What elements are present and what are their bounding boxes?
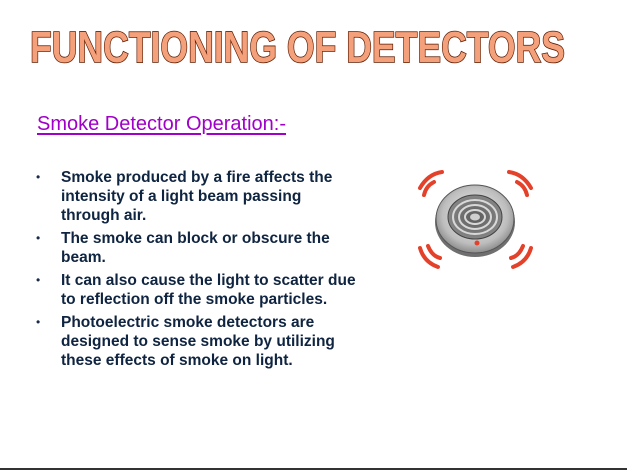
bottom-divider xyxy=(0,468,627,470)
slide-title-text: FUNCTIONING OF DETECTORS xyxy=(30,23,565,72)
smoke-detector-illustration xyxy=(408,162,543,277)
smoke-detector-icon xyxy=(408,162,543,277)
bullet-list xyxy=(36,168,356,374)
alarm-wave-bottom-left xyxy=(420,246,440,267)
bullet-item xyxy=(36,229,356,267)
indicator-light xyxy=(475,241,480,246)
alarm-wave-top-right xyxy=(509,172,531,195)
bullet-marker: • xyxy=(36,231,41,245)
bullet-marker: • xyxy=(36,273,41,287)
alarm-wave-top-left xyxy=(420,172,442,195)
bullet-marker: • xyxy=(36,315,41,329)
bullet-text: The smoke can block or obscure the beam. xyxy=(61,230,330,266)
bullet-text: It can also cause the light to scatter due to reflection off the smoke particles. xyxy=(61,272,356,308)
alarm-wave-bottom-right xyxy=(511,246,531,267)
slide-title xyxy=(30,20,590,72)
bullet-marker: • xyxy=(36,170,41,184)
bullet-item xyxy=(36,271,356,309)
bullet-text: Photoelectric smoke detectors are designed to sense smoke by utilizing these effects of smoke on light. xyxy=(61,314,335,369)
bullet-text: Smoke produced by a fire affects the intensity of a light beam passing through air. xyxy=(61,169,333,224)
bullet-item xyxy=(36,168,356,225)
bullet-item xyxy=(36,313,356,370)
section-heading: Smoke Detector Operation:- xyxy=(37,113,286,135)
